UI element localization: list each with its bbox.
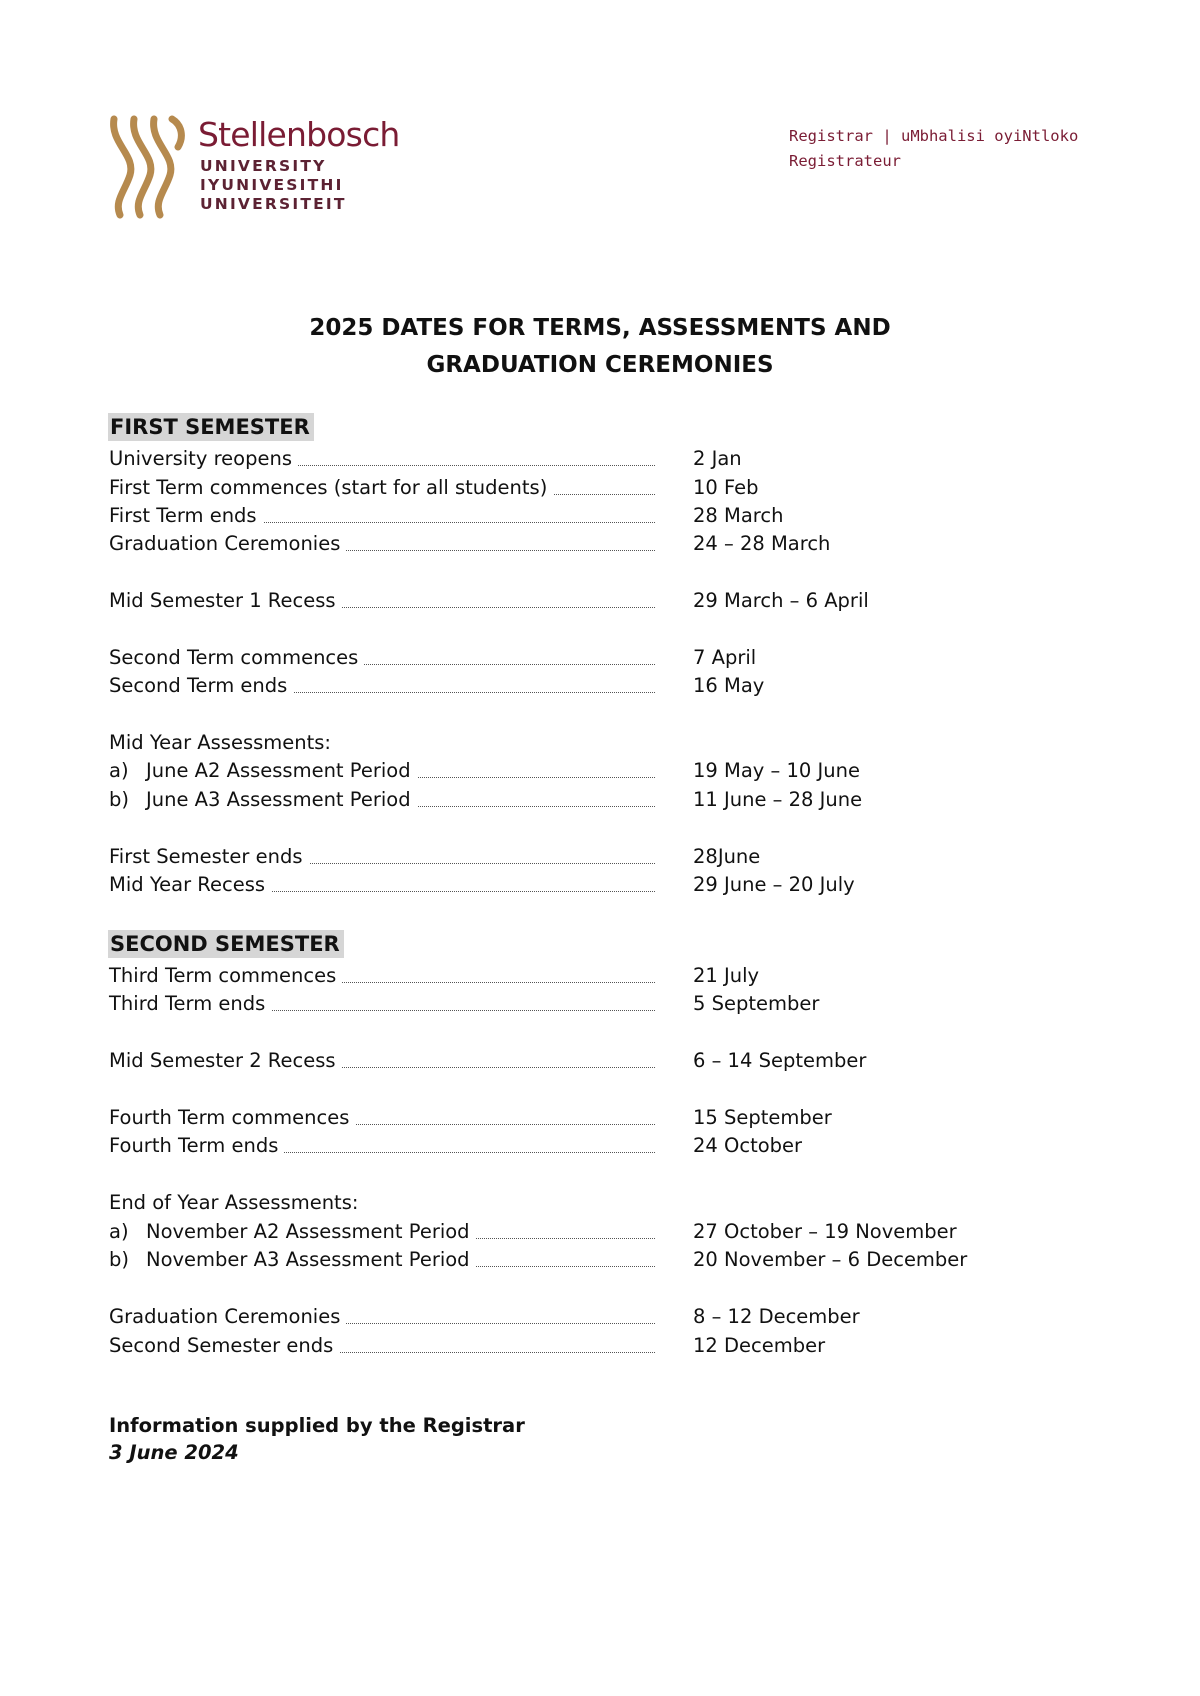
schedule-row	[109, 843, 1109, 871]
schedule-row-date: 16 May	[693, 674, 765, 697]
schedule-row-label: First Term commences (start for all students)	[109, 474, 553, 502]
schedule-row	[109, 587, 1109, 615]
registrar-line-2: Registrateur	[789, 152, 901, 170]
schedule-row-label	[109, 1218, 476, 1246]
schedule-row-label: First Term ends	[109, 502, 263, 530]
schedule-row-label: Fourth Term ends	[109, 1132, 284, 1160]
schedule-row	[109, 1246, 1109, 1274]
schedule-row-label: Graduation Ceremonies	[109, 530, 346, 558]
schedule-row-date: 29 June – 20 July	[693, 873, 855, 896]
schedule-row-date: 28 March	[693, 504, 784, 527]
schedule-row-label: University reopens	[109, 445, 298, 473]
schedule-row-date: 12 December	[693, 1334, 826, 1357]
schedule-row-label: Second Term ends	[109, 672, 293, 700]
end-of-year-assessments-heading: End of Year Assessments:	[109, 1191, 359, 1214]
schedule-row-date: 29 March – 6 April	[693, 589, 869, 612]
schedule-row-label: Second Term commences	[109, 644, 364, 672]
schedule-row	[109, 962, 1109, 990]
list-marker: a)	[109, 1220, 129, 1243]
schedule-row-label	[109, 1246, 476, 1274]
first-semester-heading: FIRST SEMESTER	[108, 413, 314, 441]
logo-line-xhosa: IYUNIVESITHI	[200, 176, 344, 194]
schedule-row-label	[109, 757, 417, 785]
schedule-row	[109, 445, 1109, 473]
list-marker: b)	[109, 1248, 129, 1271]
schedule-row-date: 24 October	[693, 1134, 803, 1157]
logo-line-afrikaans: UNIVERSITEIT	[200, 195, 347, 213]
schedule-row	[109, 757, 1109, 785]
assessment-label: November A2 Assessment Period	[146, 1220, 470, 1243]
document-title-line-2: GRADUATION CEREMONIES	[426, 352, 774, 378]
schedule-row	[109, 1132, 1109, 1160]
schedule-row-label: Second Semester ends	[109, 1332, 339, 1360]
schedule-row	[109, 786, 1109, 814]
schedule-row-date: 21 July	[693, 964, 760, 987]
schedule-row	[109, 644, 1109, 672]
schedule-row-date: 6 – 14 September	[693, 1049, 867, 1072]
schedule-row-label: Third Term commences	[109, 962, 342, 990]
registrar-line-1: Registrar | uMbhalisi oyiNtloko	[789, 127, 1079, 145]
schedule-row-date: 27 October – 19 November	[693, 1220, 957, 1243]
schedule-row	[109, 1104, 1109, 1132]
schedule-row	[109, 1303, 1109, 1331]
schedule-row-label: Mid Semester 1 Recess	[109, 587, 342, 615]
schedule-row-label: Third Term ends	[109, 990, 271, 1018]
supplied-by-text: Information supplied by the Registrar	[109, 1414, 525, 1437]
list-marker: b)	[109, 788, 129, 811]
schedule-row-date: 8 – 12 December	[693, 1305, 860, 1328]
schedule-row	[109, 1218, 1109, 1246]
list-marker: a)	[109, 759, 129, 782]
schedule-row	[109, 474, 1109, 502]
schedule-row	[109, 871, 1109, 899]
assessment-label: November A3 Assessment Period	[146, 1248, 470, 1271]
schedule-row-date: 5 September	[693, 992, 820, 1015]
second-semester-heading: SECOND SEMESTER	[108, 930, 344, 958]
schedule-row-date: 20 November – 6 December	[693, 1248, 968, 1271]
schedule-row-date: 15 September	[693, 1106, 832, 1129]
issue-date: 3 June 2024	[109, 1441, 239, 1464]
schedule-row-date: 7 April	[693, 646, 757, 669]
mid-year-assessments-heading: Mid Year Assessments:	[109, 731, 332, 754]
schedule-row	[109, 672, 1109, 700]
schedule-row-label: Mid Semester 2 Recess	[109, 1047, 342, 1075]
logo-wordmark: Stellenbosch	[198, 115, 400, 154]
footer-note	[109, 1412, 525, 1466]
schedule-row-date: 28June	[693, 845, 761, 868]
schedule-row	[109, 502, 1109, 530]
schedule-row-label: Mid Year Recess	[109, 871, 271, 899]
schedule-row	[109, 1047, 1109, 1075]
schedule-row-date: 10 Feb	[693, 476, 759, 499]
schedule-row-date: 24 – 28 March	[693, 532, 831, 555]
schedule-row	[109, 1332, 1109, 1360]
schedule-row-label	[109, 786, 417, 814]
schedule-row	[109, 990, 1109, 1018]
assessment-label: June A2 Assessment Period	[146, 759, 411, 782]
schedule-row-label: Fourth Term commences	[109, 1104, 355, 1132]
schedule-row	[109, 530, 1109, 558]
schedule-row-label: Graduation Ceremonies	[109, 1303, 346, 1331]
document-title-line-1: 2025 DATES FOR TERMS, ASSESSMENTS AND	[309, 315, 891, 341]
schedule-row-label: First Semester ends	[109, 843, 309, 871]
schedule-row-date: 2 Jan	[693, 447, 742, 470]
assessment-label: June A3 Assessment Period	[146, 788, 411, 811]
schedule-row-date: 11 June – 28 June	[693, 788, 863, 811]
schedule-row-date: 19 May – 10 June	[693, 759, 860, 782]
logo-line-english: UNIVERSITY	[200, 157, 327, 175]
